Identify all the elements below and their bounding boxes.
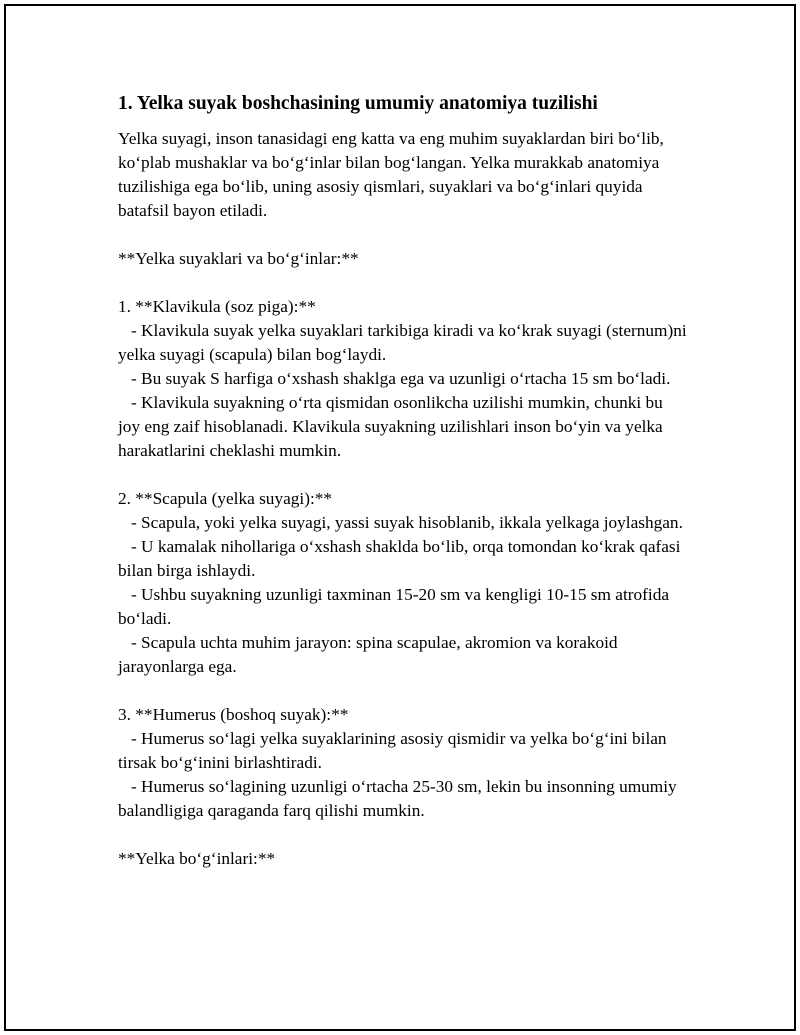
- bone-heading-scapula: 2. **Scapula (yelka suyagi):**: [118, 489, 333, 508]
- section-bones-heading: **Yelka suyaklari va bo‘g‘inlar:**: [118, 249, 359, 268]
- section-joints-heading: **Yelka bo‘g‘inlari:**: [118, 849, 276, 868]
- blank-line: [118, 463, 688, 487]
- bone-point: - Klavikula suyak yelka suyaklari tarkibiga kiradi va ko‘krak suyagi (sternum)ni yelka suyagi (scapula) bilan bog‘laydi.: [118, 321, 692, 364]
- blank-line: [118, 823, 688, 847]
- document-title: 1. Yelka suyak boshchasining umumiy anatomiya tuzilishi: [118, 93, 598, 114]
- bone-point: - Humerus so‘lagi yelka suyaklarining asosiy qismidir va yelka bo‘g‘ini bilan tirsak bo‘g‘inini birlashtiradi.: [118, 729, 671, 772]
- intro-paragraph: Yelka suyagi, inson tanasidagi eng katta va eng muhim suyaklardan biri bo‘lib, ko‘plab mushaklar va bo‘g‘inlar bilan bog‘langan. Yelka murakkab anatomiya tuzilishiga ega bo‘lib, uning asosiy qismlari, suyaklari va bo‘g‘inlari quyida batafsil bayon etiladi.: [118, 129, 669, 220]
- bone-point: - Scapula, yoki yelka suyagi, yassi suyak hisoblanib, ikkala yelkaga joylashgan.: [118, 513, 683, 532]
- blank-line: [118, 679, 688, 703]
- blank-line: [118, 223, 688, 247]
- bone-point: - Ushbu suyakning uzunligi taxminan 15-20 sm va kengligi 10-15 sm atrofida bo‘ladi.: [118, 585, 674, 628]
- blank-line: [118, 271, 688, 295]
- document-body: [118, 92, 692, 871]
- bone-point: - U kamalak nihollariga o‘xshash shaklda bo‘lib, orqa tomondan ko‘krak qafasi bilan birga ishlaydi.: [118, 537, 685, 580]
- bone-point: - Bu suyak S harfiga o‘xshash shaklga ega va uzunligi o‘rtacha 15 sm bo‘ladi.: [118, 369, 671, 388]
- bone-point: - Scapula uchta muhim jarayon: spina scapulae, akromion va korakoid jarayonlarga ega.: [118, 633, 622, 676]
- bone-heading-clavicle: 1. **Klavikula (soz piga):**: [118, 297, 316, 316]
- bone-point: - Klavikula suyakning o‘rta qismidan osonlikcha uzilishi mumkin, chunki bu joy eng zaif hisoblanadi. Klavikula suyakning uzilishlari inson bo‘yin va yelka harakatlarini cheklashi mumkin.: [118, 393, 668, 460]
- bone-heading-humerus: 3. **Humerus (boshoq suyak):**: [118, 705, 349, 724]
- bone-point: - Humerus so‘lagining uzunligi o‘rtacha 25-30 sm, lekin bu insonning umumiy balandligiga qaraganda farq qilishi mumkin.: [118, 777, 682, 820]
